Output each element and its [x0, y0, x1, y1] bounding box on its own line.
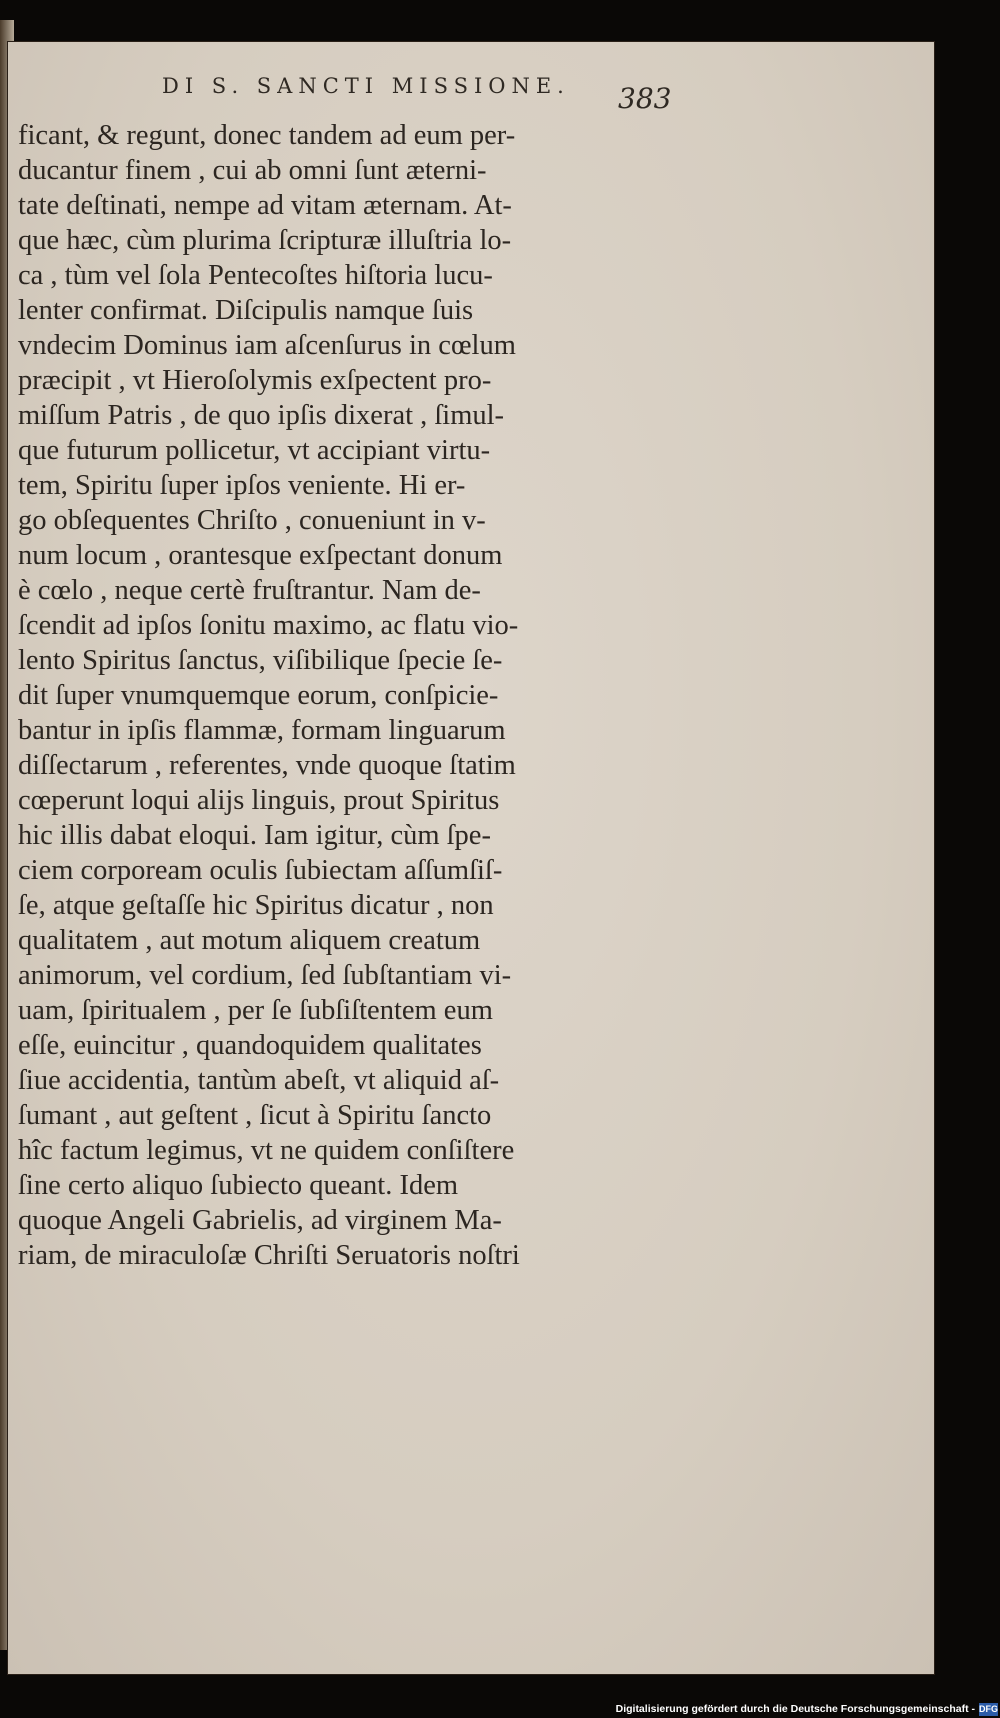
text-line: vndecim Dominus iam aſcenſurus in cœlum [18, 330, 516, 361]
text-line: hîc factum legimus, vt ne quidem conſiſtere [18, 1135, 515, 1166]
text-line: ca , tùm vel ſola Pentecoſtes hiſtoria lucu- [18, 260, 493, 291]
text-line: ſe, atque geſtaſſe hic Spiritus dicatur , non [18, 890, 494, 921]
text-line: animorum, vel cordium, ſed ſubſtantiam vi- [18, 960, 512, 991]
dfg-logo-icon: DFG [979, 1703, 998, 1714]
text-line: riam, de miraculoſæ Chriſti Seruatoris noſtri [18, 1240, 520, 1271]
text-line: præcipit , vt Hieroſolymis exſpectent pro- [18, 365, 492, 396]
text-line: ducantur finem , cui ab omni ſunt æterni- [18, 155, 487, 186]
text-line: eſſe, euincitur , quandoquidem qualitates [18, 1030, 482, 1061]
text-line: ciem corpoream oculis ſubiectam aſſumſiſ- [18, 855, 503, 886]
text-line: tem, Spiritu ſuper ipſos veniente. Hi er- [18, 470, 466, 501]
text-line: lento Spiritus ſanctus, viſibilique ſpecie ſe- [18, 645, 503, 676]
text-line: bantur in ipſis flammæ, formam linguarum [18, 715, 506, 746]
text-line: ficant, & regunt, donec tandem ad eum per- [18, 120, 516, 151]
text-line: que hæc, cùm plurima ſcripturæ illuſtria lo- [18, 225, 512, 256]
text-line: tate deſtinati, nempe ad vitam æternam. At- [18, 190, 512, 221]
text-line: ſumant , aut geſtent , ſicut à Spiritu ſancto [18, 1100, 492, 1131]
body-text [18, 118, 668, 1428]
text-line: que futurum pollicetur, vt accipiant virtu- [18, 435, 491, 466]
text-line: uam, ſpiritualem , per ſe ſubſiſtentem eum [18, 995, 493, 1026]
text-line: dit ſuper vnumquemque eorum, conſpicie- [18, 680, 499, 711]
digitization-credit [615, 1700, 998, 1718]
credit-text: Digitalisierung gefördert durch die Deutsche Forschungsgemeinschaft - [615, 1703, 975, 1715]
text-line: ſiue accidentia, tantùm abeſt, vt aliquid aſ- [18, 1065, 500, 1096]
text-line: ſine certo aliquo ſubiecto queant. Idem [18, 1170, 459, 1201]
text-line: lenter confirmat. Diſcipulis namque ſuis [18, 295, 474, 326]
running-head: DI S. SANCTI MISSIONE. [162, 74, 570, 98]
text-line: go obſequentes Chriſto , conueniunt in v- [18, 505, 486, 536]
text-line: qualitatem , aut motum aliquem creatum [18, 925, 481, 956]
text-line: miſſum Patris , de quo ipſis dixerat , ſimul- [18, 400, 505, 431]
text-line: è cœlo , neque certè fruſtrantur. Nam de- [18, 575, 481, 606]
text-line: cœperunt loqui alijs linguis, prout Spiritus [18, 785, 500, 816]
text-line: num locum , orantesque exſpectant donum [18, 540, 503, 571]
text-line: quoque Angeli Gabrielis, ad virginem Ma- [18, 1205, 502, 1236]
text-line: diſſectarum , referentes, vnde quoque ſtatim [18, 750, 516, 781]
text-line: hic illis dabat eloqui. Iam igitur, cùm ſpe- [18, 820, 491, 851]
text-line: ſcendit ad ipſos ſonitu maximo, ac flatu vio- [18, 610, 519, 641]
page-number: 383 [618, 82, 672, 115]
